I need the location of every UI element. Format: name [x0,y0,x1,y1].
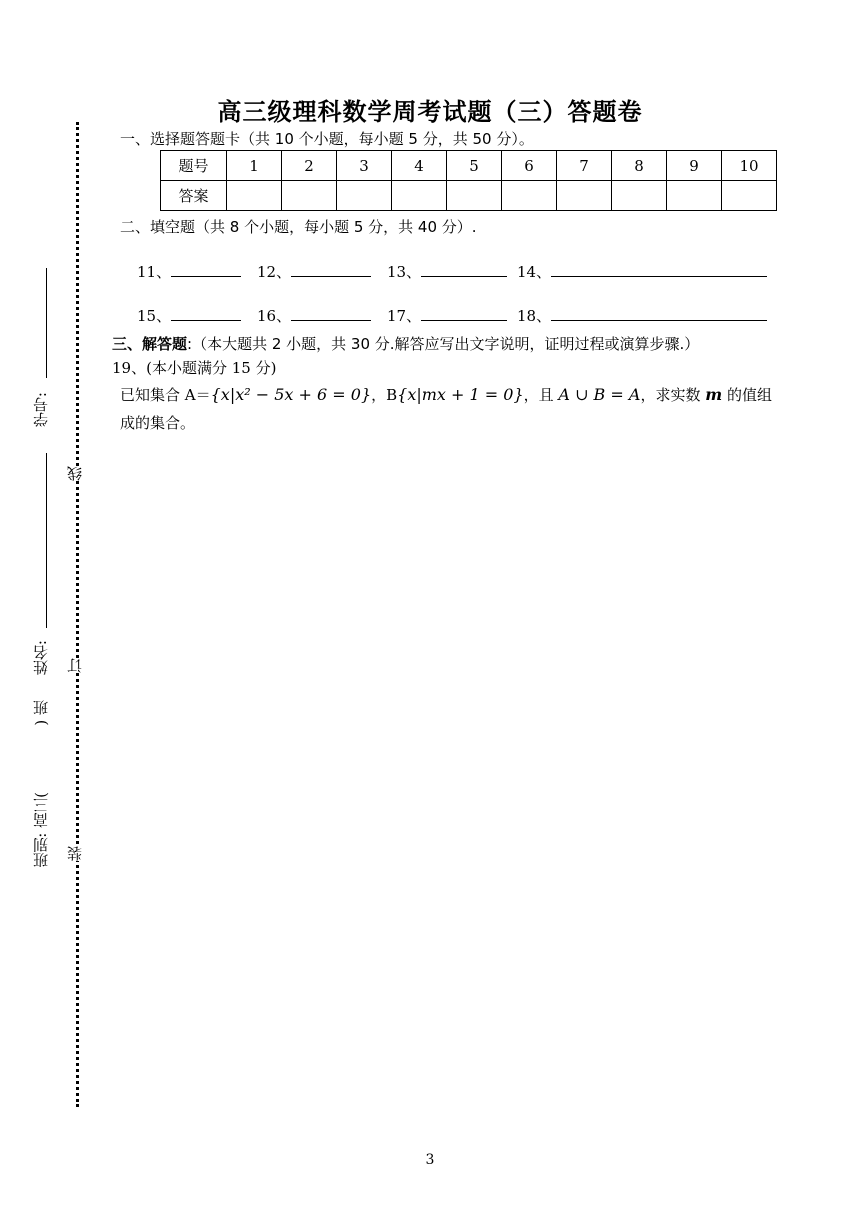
blank-label: 14、 [517,263,552,281]
binding-dotted-line [76,122,79,1107]
class-end-label: ) 班 [32,700,50,726]
answer-cell[interactable] [612,181,667,211]
blank-line[interactable] [551,262,767,277]
blank-label: 15、 [137,307,172,325]
answer-table-number: 2 [282,151,337,181]
answer-table-number: 9 [667,151,722,181]
blank-line[interactable] [421,262,507,277]
blank-line[interactable] [551,306,767,321]
answer-cell[interactable] [227,181,282,211]
variable-m: m [705,385,723,404]
blank-line[interactable] [171,262,241,277]
blank-15[interactable] [137,305,241,326]
q19-text-d: 的值组 [722,386,772,404]
answer-table [160,150,777,211]
section-3-label: 三、解答题 [112,335,188,353]
answer-table-number: 3 [337,151,392,181]
blank-18[interactable] [517,305,767,326]
blank-label: 17、 [387,307,422,325]
blank-line[interactable] [291,262,371,277]
answer-cell[interactable] [282,181,337,211]
blank-line[interactable] [421,306,507,321]
set-a-expression: {x|x² − 5x + 6 = 0} [210,385,372,404]
answer-cell[interactable] [722,181,777,211]
blank-label: 16、 [257,307,292,325]
blank-14[interactable] [517,261,767,282]
answer-table-number: 10 [722,151,777,181]
answer-cell[interactable] [337,181,392,211]
blank-label: 11、 [137,263,172,281]
blank-11[interactable] [137,261,241,282]
page-title: 高三级理科数学周考试题（三）答题卷 [217,98,643,126]
answer-cell[interactable] [447,181,502,211]
name-label: 姓名: [32,640,50,676]
answer-table-number: 5 [447,151,502,181]
page-number: 3 [425,1152,435,1168]
answer-table-number: 1 [227,151,282,181]
student-no-underline [46,268,47,378]
answer-cell[interactable] [557,181,612,211]
answer-cell[interactable] [667,181,722,211]
answer-cell[interactable] [502,181,557,211]
name-underline [46,453,47,628]
blank-line[interactable] [171,306,241,321]
answer-table-number: 7 [557,151,612,181]
answer-cell[interactable] [392,181,447,211]
blank-13[interactable] [387,261,507,282]
blank-17[interactable] [387,305,507,326]
answer-table-header-number: 题号 [161,151,227,181]
answer-table-answer-row [161,181,777,211]
section-3-heading [112,333,699,354]
question-19-header: 19、(本小题满分 15 分) [112,359,277,377]
q19-sep: ，B [371,386,398,404]
binding-ding-char: 订 [66,658,84,673]
answer-table-number: 4 [392,151,447,181]
blank-label: 13、 [387,263,422,281]
student-no-label: 学号: [32,392,50,428]
blank-label: 12、 [257,263,292,281]
section-2-heading: 二、填空题（共 8 个小题，每小题 5 分，共 40 分）. [120,218,477,236]
set-b-expression: {x|mx + 1 = 0} [397,385,524,404]
question-19-text-line2: 成的集合。 [120,414,196,432]
q19-text-b: ，且 [523,386,559,404]
question-19-text [120,384,772,405]
binding-zhuang-char: 装 [66,846,84,861]
binding-line-char: 线 [66,466,84,481]
union-condition: A ∪ B = A [558,385,641,404]
section-3-note: :（本大题共 2 小题，共 30 分.解答应写出文字说明，证明过程或演算步骤.） [187,335,700,353]
blank-label: 18、 [517,307,552,325]
answer-table-header-answer: 答案 [161,181,227,211]
blank-16[interactable] [257,305,371,326]
class-label: 班别: 高三( [32,792,50,868]
answer-table-number: 6 [502,151,557,181]
q19-text-a: 已知集合 A＝ [120,386,211,404]
blank-line[interactable] [291,306,371,321]
q19-text-c: ，求实数 [640,386,706,404]
section-1-heading: 一、选择题答题卡（共 10 个小题，每小题 5 分，共 50 分）。 [120,130,534,148]
answer-table-number: 8 [612,151,667,181]
answer-table-number-row [161,151,777,181]
blank-12[interactable] [257,261,371,282]
